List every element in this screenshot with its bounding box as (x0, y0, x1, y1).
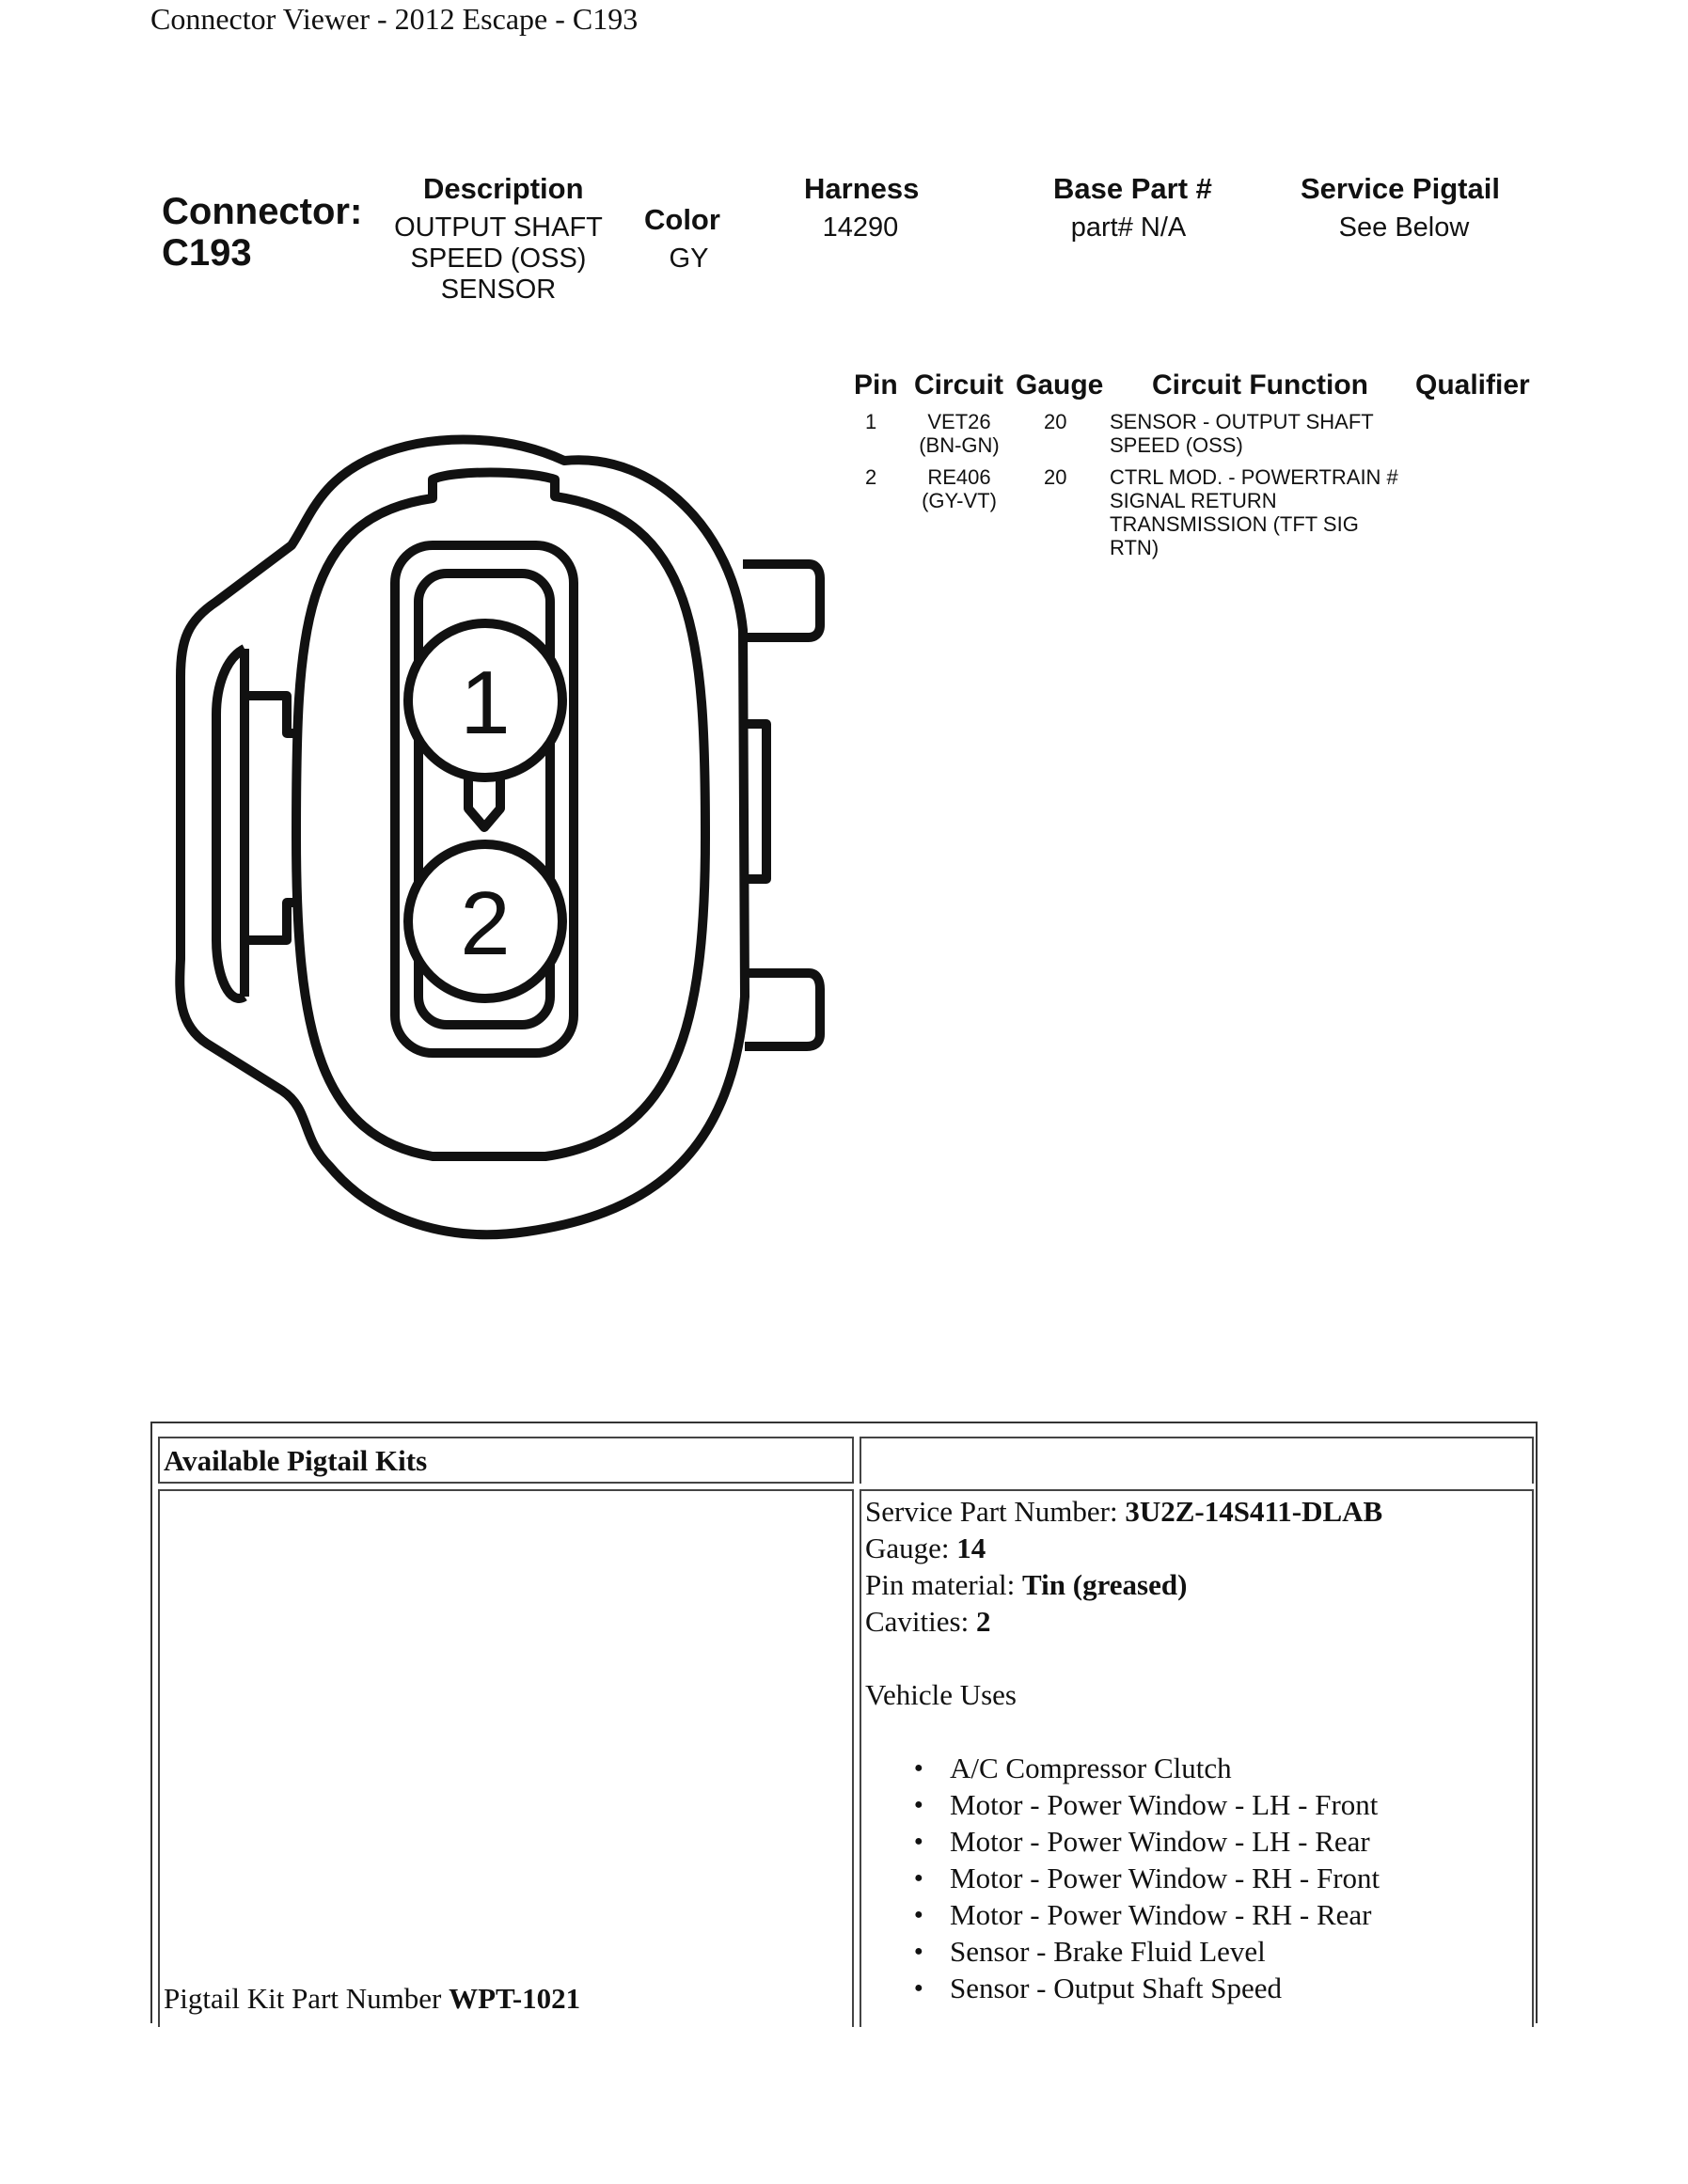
pigtail-details (865, 1493, 1382, 2006)
latch-top (743, 564, 820, 637)
vehicle-uses-list (914, 1750, 1382, 2006)
service-pigtail-value: See Below (1338, 212, 1470, 243)
color-header: Color (644, 203, 720, 236)
list-item: ● Motor - Power Window - LH - Front (914, 1786, 1382, 1823)
pigtail-details-cell (860, 1489, 1534, 2027)
description-header: Description (423, 172, 584, 205)
list-item: ● Motor - Power Window - RH - Front (914, 1860, 1382, 1896)
function-line: SPEED (OSS) (1110, 433, 1243, 457)
circuit-color: (BN-GN) (919, 433, 1000, 457)
gauge-cell: 20 (1044, 410, 1067, 433)
function-line: CTRL MOD. - POWERTRAIN # (1110, 465, 1398, 489)
function-cell (1110, 465, 1398, 559)
gauge-label: Gauge: (865, 1532, 957, 1564)
connector-diagram (169, 414, 846, 1241)
list-item: ● Motor - Power Window - RH - Rear (914, 1896, 1382, 1933)
function-line: SIGNAL RETURN (1110, 489, 1277, 512)
key-slot (216, 649, 301, 998)
vehicle-uses-label: Vehicle Uses (865, 1678, 1017, 1711)
pigtail-kits-table (150, 1422, 1538, 2023)
cavities-label: Cavities: (865, 1605, 976, 1638)
circuit-cell (912, 410, 1006, 457)
pigtail-image-cell (158, 1489, 854, 2027)
description-line: SENSOR (440, 275, 557, 305)
pin-material-value: Tin (greased) (1022, 1568, 1188, 1601)
connector-label (162, 191, 362, 274)
harness-value: 14290 (822, 212, 899, 243)
circuit-code: VET26 (927, 410, 991, 433)
circuit-cell (912, 465, 1006, 512)
description-line: OUTPUT SHAFT (394, 212, 603, 243)
function-line: RTN) (1110, 536, 1160, 559)
cavity-2-label: 2 (460, 873, 511, 974)
list-item: ● Sensor - Output Shaft Speed (914, 1970, 1382, 2006)
circuit-code: RE406 (927, 465, 991, 489)
page-title: Connector Viewer - 2012 Escape - C193 (150, 2, 639, 36)
pigtail-title-empty-cell (860, 1437, 1534, 1484)
kit-part-number (164, 1980, 580, 2017)
gauge-header: Gauge (1016, 369, 1104, 401)
connector-id: C193 (162, 232, 252, 274)
base-part-value: part# N/A (1070, 212, 1187, 243)
circuit-header: Circuit (914, 369, 1004, 401)
cavity-1-label: 1 (460, 652, 511, 753)
description-value (376, 212, 621, 306)
function-cell (1110, 410, 1374, 457)
pigtail-section-title: Available Pigtail Kits (164, 1444, 428, 1477)
function-line: SENSOR - OUTPUT SHAFT (1110, 410, 1374, 433)
gauge-value: 14 (956, 1532, 986, 1564)
pigtail-title-cell (158, 1437, 854, 1484)
gauge-row (865, 1530, 1382, 1566)
description-line: SPEED (OSS) (410, 244, 587, 274)
pin-number: 1 (865, 410, 877, 433)
kit-part-value: WPT-1021 (449, 1982, 581, 2015)
list-item: ● Sensor - Brake Fluid Level (914, 1933, 1382, 1970)
service-part-row (865, 1493, 1382, 1530)
service-pigtail-header: Service Pigtail (1301, 172, 1500, 205)
list-item: ● A/C Compressor Clutch (914, 1750, 1382, 1786)
color-value: GY (669, 244, 709, 274)
harness-header: Harness (804, 172, 920, 205)
circuit-color: (GY-VT) (922, 489, 997, 512)
latch-bottom (743, 973, 820, 1046)
pin-material-row (865, 1566, 1382, 1603)
base-part-header: Base Part # (1053, 172, 1212, 205)
pin-number: 2 (865, 465, 877, 489)
connector-label-line1: Connector: (162, 191, 363, 232)
service-part-value: 3U2Z-14S411-DLAB (1125, 1495, 1383, 1528)
list-item: ● Motor - Power Window - LH - Rear (914, 1823, 1382, 1860)
pin-header: Pin (854, 369, 898, 401)
cavities-value: 2 (975, 1605, 991, 1638)
cavity-divider (468, 776, 500, 827)
circuit-function-header: Circuit Function (1152, 369, 1368, 401)
cavities-row (865, 1603, 1382, 1640)
pin-material-label: Pin material: (865, 1568, 1023, 1601)
gauge-cell: 20 (1044, 465, 1067, 489)
function-line: TRANSMISSION (TFT SIG (1110, 512, 1359, 536)
service-part-label: Service Part Number: (865, 1495, 1126, 1528)
qualifier-header: Qualifier (1415, 369, 1530, 401)
kit-part-label: Pigtail Kit Part Number (164, 1982, 450, 2015)
